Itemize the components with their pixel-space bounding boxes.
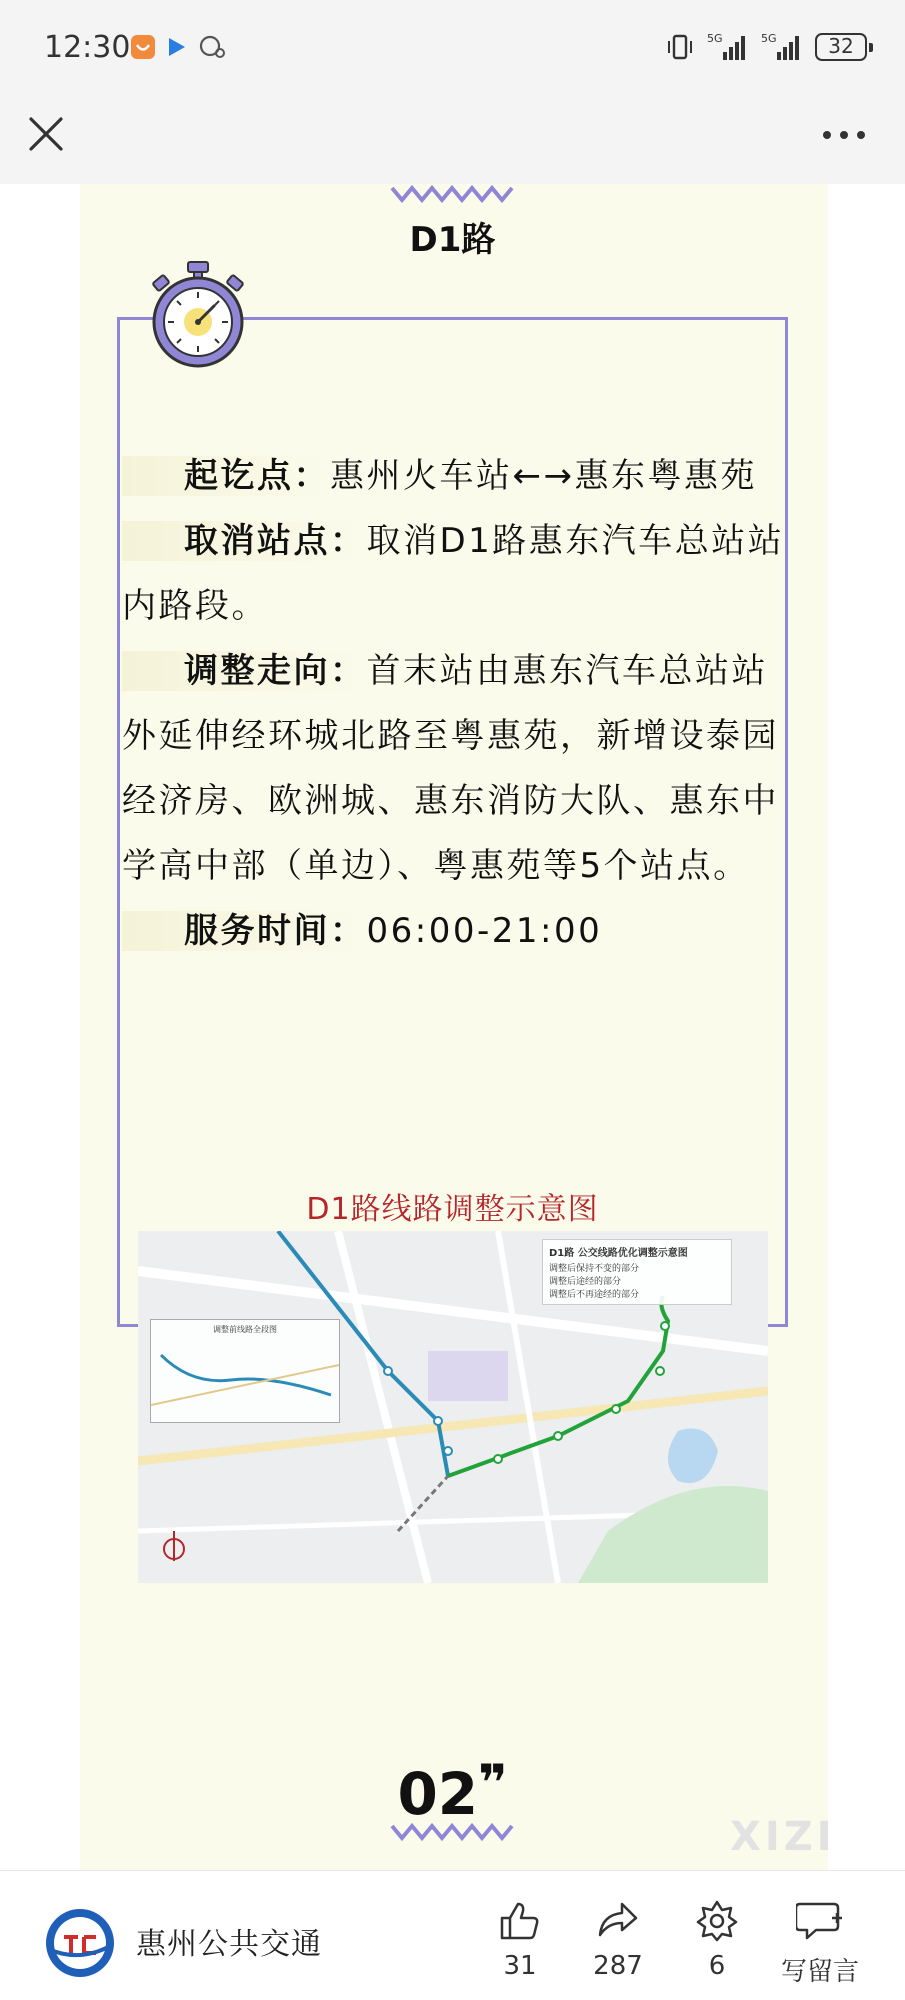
- app-notification-icon: [130, 34, 156, 60]
- map-legend-item: 调整后保持不变的部分: [549, 1264, 640, 1274]
- route-info: [122, 444, 786, 964]
- status-bar: [0, 0, 905, 100]
- info-value: 首末站由惠东汽车总站站外延伸经环城北路至粤惠苑，新增设泰园经济房、欧洲城、惠东消防大队、惠东中学高中部（单边）、粤惠苑等5个站点。: [122, 651, 779, 886]
- map-legend-item: 调整后不再途经的部分: [549, 1290, 640, 1300]
- more-icon[interactable]: [819, 120, 869, 150]
- close-icon[interactable]: [26, 114, 66, 154]
- account-name[interactable]: 惠州公共交通: [136, 1927, 322, 1962]
- info-value: 惠州火车站←→惠东粤惠苑: [330, 456, 757, 496]
- battery-indicator: 32: [815, 33, 867, 61]
- write-comment-button[interactable]: [772, 1895, 868, 1988]
- inset-route-drawing: [151, 1335, 339, 1421]
- vibrate-icon: [665, 32, 695, 62]
- map-legend-item: 调整后途经的部分: [549, 1277, 622, 1287]
- article-content: [0, 184, 905, 1870]
- account-avatar[interactable]: [44, 1907, 116, 1979]
- favorite-icon: [695, 1898, 739, 1942]
- network-label-2: 5G: [761, 32, 777, 45]
- chat-icon: [198, 34, 226, 60]
- route-title: D1路: [409, 220, 496, 260]
- info-label: 起讫点：: [122, 456, 330, 496]
- signal-icon-2: [761, 32, 803, 62]
- favorite-button[interactable]: [672, 1895, 762, 1981]
- like-count: 31: [503, 1951, 537, 1981]
- like-button[interactable]: [475, 1895, 565, 1981]
- map-title: D1路线路调整示意图: [306, 1192, 599, 1227]
- info-value: 取消D1路惠东汽车总站站内路段。: [122, 521, 785, 626]
- info-field-direction: [122, 639, 786, 899]
- map-legend: [542, 1239, 732, 1305]
- info-field-endpoints: [122, 444, 786, 509]
- favorite-count: 6: [708, 1951, 726, 1981]
- status-right: [665, 32, 867, 62]
- share-count: 287: [593, 1951, 643, 1981]
- comment-icon: [796, 1898, 844, 1942]
- info-label: 调整走向：: [122, 651, 367, 691]
- bottom-action-bar: [0, 1870, 905, 2000]
- status-time: 12:30: [44, 30, 131, 65]
- write-comment-label: 写留言: [780, 1957, 859, 1987]
- info-field-cancelled-stops: [122, 509, 786, 639]
- route-map-image[interactable]: [138, 1231, 768, 1583]
- section-number-text: 02: [397, 1760, 479, 1828]
- info-label: 取消站点：: [122, 521, 367, 561]
- share-button[interactable]: [573, 1895, 663, 1981]
- stopwatch-icon: [148, 260, 248, 372]
- info-field-service-time: [122, 899, 786, 964]
- zigzag-decoration-icon: [390, 1820, 515, 1842]
- map-inset: [150, 1319, 340, 1423]
- network-label-1: 5G: [707, 32, 723, 45]
- zigzag-decoration-icon: [390, 184, 515, 204]
- status-app-icons: [130, 34, 226, 60]
- map-inset-title: 调整前线路全段图: [213, 1325, 277, 1334]
- info-label: 服务时间：: [122, 911, 367, 951]
- thumbs-up-icon: [498, 1898, 542, 1942]
- signal-icon: [707, 32, 749, 62]
- info-value: 06:00-21:00: [366, 911, 603, 951]
- quote-mark-icon: ❞: [478, 1754, 508, 1812]
- map-legend-title: D1路 公交线路优化调整示意图: [549, 1248, 688, 1259]
- top-nav: [0, 100, 905, 184]
- play-icon: [166, 35, 188, 59]
- watermark: XIZI: [730, 1814, 836, 1860]
- share-icon: [596, 1898, 640, 1942]
